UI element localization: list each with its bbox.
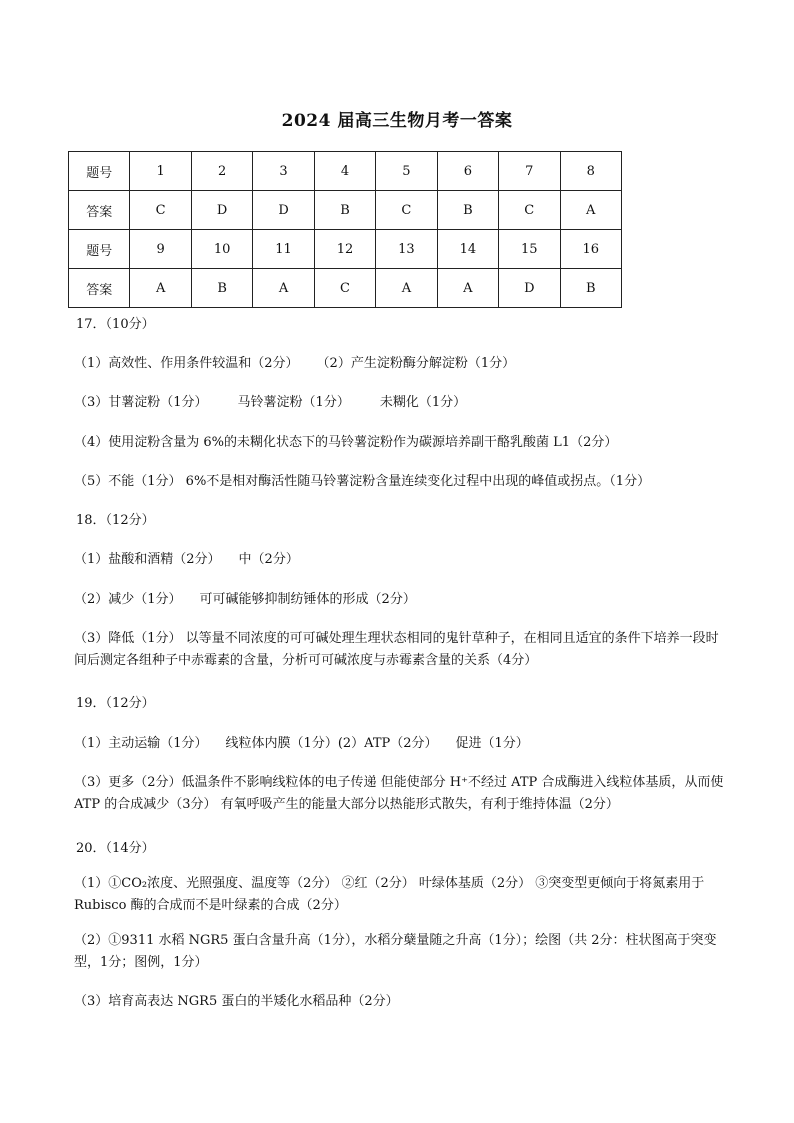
table-cell: 1 [130, 152, 191, 191]
q17-part5: （5）不能（1分） 6%不是相对酶活性随马铃薯淀粉含量连续变化过程中出现的峰值或拐点。（1分） [74, 474, 651, 489]
table-cell: 13 [376, 230, 437, 269]
table-row-header: 题号 [69, 152, 130, 191]
q20-part1: （1）①CO₂浓度、光照强度、温度等（2分） ②红（2分） 叶绿体基质（2分） ③突变型更倾向于将氮素用于 Rubisco 酶的合成而不是叶绿素的合成（2分） [74, 876, 705, 913]
table-cell: C [499, 191, 560, 230]
table-row [69, 230, 622, 269]
q19-part1-answer-a: （1）主动运输（1分） [74, 736, 208, 751]
q20-heading: 20．（14分） [76, 841, 155, 856]
answer-table [68, 151, 622, 308]
table-cell: A [130, 269, 191, 308]
q19-heading: 19．（12分） [76, 696, 155, 711]
table-cell: C [314, 269, 375, 308]
q18-part2 [74, 589, 416, 611]
q18-part2-answer-b: 可可碱能够抑制纺锤体的形成（2分） [199, 592, 416, 607]
q20-part3: （3）培育高表达 NGR5 蛋白的半矮化水稻品种（2分） [74, 994, 399, 1009]
q17-part3 [74, 392, 466, 414]
table-cell: 4 [314, 152, 375, 191]
table-cell: D [499, 269, 560, 308]
table-cell: 8 [560, 152, 622, 191]
q17-part2-answer: （2）产生淀粉酶分解淀粉（1分） [316, 356, 516, 371]
table-cell: 12 [314, 230, 375, 269]
table-cell: 15 [499, 230, 560, 269]
q17-part3-answer-a: （3）甘薯淀粉（1分） [74, 395, 208, 410]
table-row-header: 答案 [69, 269, 130, 308]
table-cell: A [376, 269, 437, 308]
table-row-header: 答案 [69, 191, 130, 230]
q17-part1 [74, 353, 515, 375]
q20-part2: （2）①9311 水稻 NGR5 蛋白含量升高（1分），水稻分蘖量随之升高（1分）；绘图（共 2分：柱状图高于突变型，1分；图例，1分） [74, 933, 717, 970]
page-title: 2024 届高三生物月考一答案 [281, 111, 513, 131]
q17-part3-answer-b: 马铃薯淀粉（1分） [237, 395, 350, 410]
table-cell: 14 [437, 230, 498, 269]
table-cell: B [560, 269, 622, 308]
q17-part3-answer-c: 未糊化（1分） [379, 395, 467, 410]
table-cell: 3 [253, 152, 314, 191]
table-cell: D [191, 191, 252, 230]
q17-part4: （4）使用淀粉含量为 6%的未糊化状态下的马铃薯淀粉作为碳源培养副干酪乳酸菌 L1（2分） [74, 435, 618, 450]
q19-part1-answer-b: 线粒体内膜（1分）(2）ATP（2分） [225, 736, 438, 751]
table-cell: A [437, 269, 498, 308]
table-cell: 7 [499, 152, 560, 191]
table-cell: 2 [191, 152, 252, 191]
table-cell: B [314, 191, 375, 230]
table-cell: C [130, 191, 191, 230]
table-cell: A [253, 269, 314, 308]
table-row [69, 269, 622, 308]
table-cell: B [437, 191, 498, 230]
q18-part1 [74, 549, 299, 571]
q19-part1-answer-c: 促进（1分） [455, 736, 529, 751]
table-cell: C [376, 191, 437, 230]
table-cell: B [191, 269, 252, 308]
table-cell: 9 [130, 230, 191, 269]
q17-heading: 17．（10分） [76, 317, 155, 332]
table-row [69, 152, 622, 191]
q18-heading: 18．（12分） [76, 513, 155, 528]
table-row-header: 题号 [69, 230, 130, 269]
table-cell: A [560, 191, 622, 230]
q19-part1 [74, 733, 529, 755]
table-row [69, 191, 622, 230]
table-cell: 16 [560, 230, 622, 269]
q17-part1-answer: （1）高效性、作用条件较温和（2分） [74, 356, 299, 371]
table-cell: 11 [253, 230, 314, 269]
q18-part1-answer-a: （1）盐酸和酒精（2分） [74, 552, 221, 567]
q18-part2-answer-a: （2）减少（1分） [74, 592, 182, 607]
table-cell: D [253, 191, 314, 230]
q18-part3: （3）降低（1分） 以等量不同浓度的可可碱处理生理状态相同的鬼针草种子，在相同且适宜的条件下培养一段时间后测定各组种子中赤霉素的含量，分析可可碱浓度与赤霉素含量的关系（4分） [74, 631, 719, 668]
q19-part3: （3）更多（2分）低温条件不影响线粒体的电子传递 但能使部分 H⁺不经过 ATP 合成酶进入线粒体基质，从而使 ATP 的合成减少（3分） 有氧呼吸产生的能量大部分以热能形式散失，有利于维持体温（2分） [74, 775, 724, 812]
table-cell: 6 [437, 152, 498, 191]
table-cell: 5 [376, 152, 437, 191]
table-cell: 10 [191, 230, 252, 269]
q18-part1-answer-b: 中（2分） [238, 552, 299, 567]
